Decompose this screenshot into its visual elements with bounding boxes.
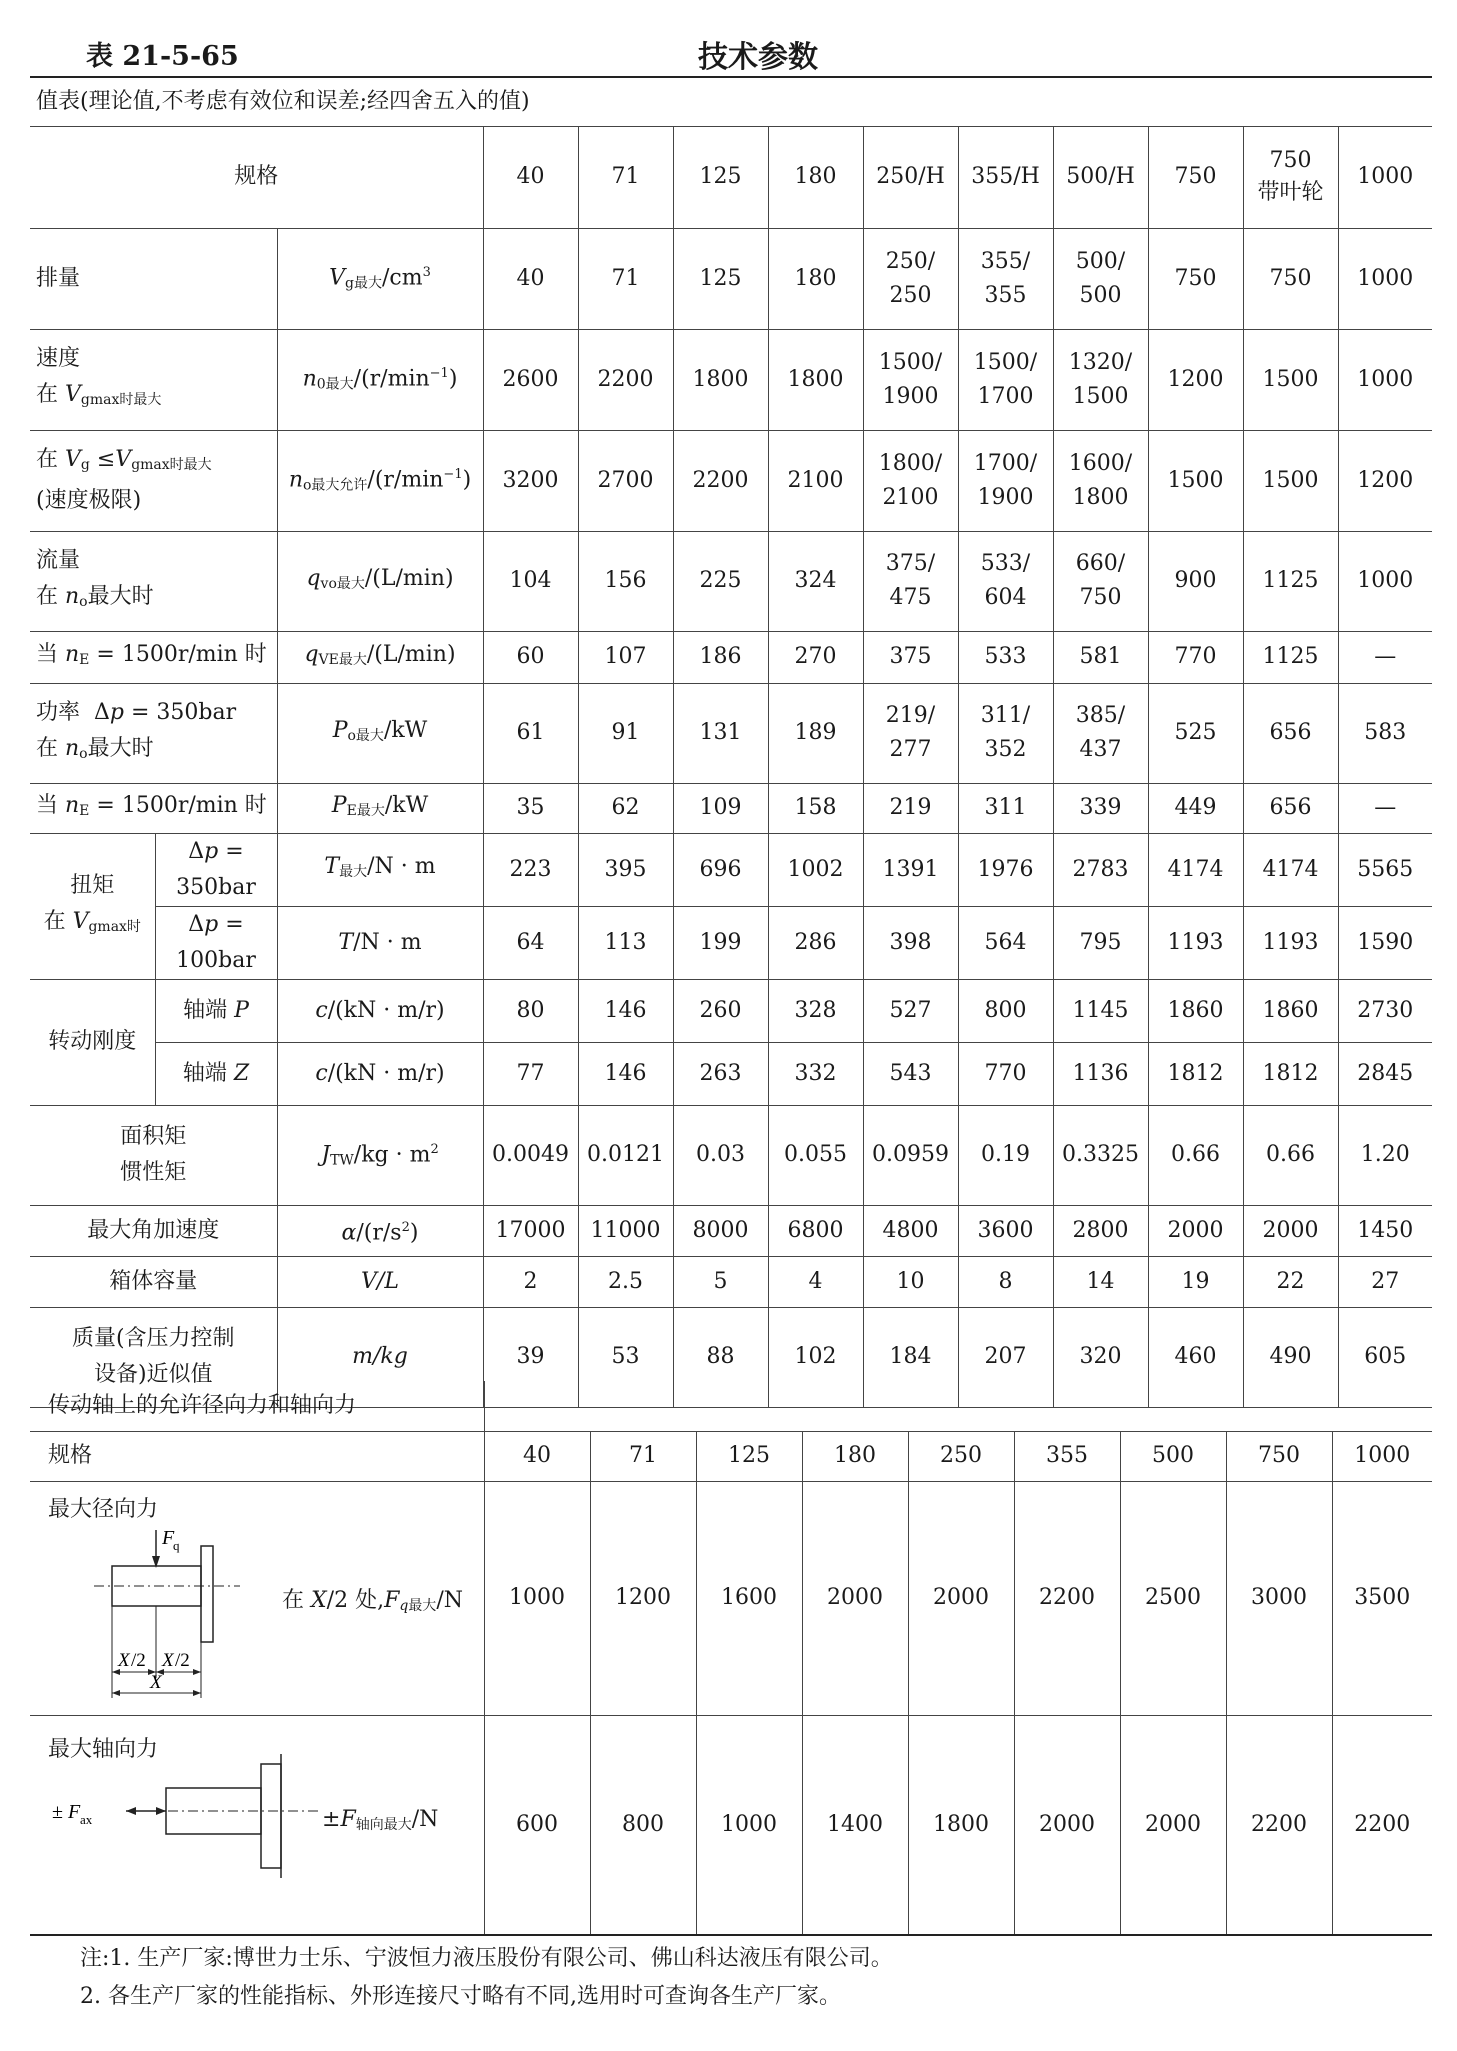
unit-cell: T/N · m	[277, 906, 483, 979]
value-cell: 795	[1053, 906, 1148, 979]
spec-cell: 750	[1226, 1431, 1332, 1481]
value-cell: 605	[1338, 1307, 1432, 1407]
svg-text:q: q	[173, 1537, 180, 1553]
row-torque-350	[30, 833, 1432, 906]
value-cell: 1000	[484, 1481, 590, 1715]
value-cell: 39	[483, 1307, 578, 1407]
value-cell: 1812	[1243, 1042, 1338, 1105]
value-cell: 2783	[1053, 833, 1148, 906]
value-cell: 4174	[1148, 833, 1243, 906]
row-label: 当 $n_E = 1500r/\min$ 时	[30, 631, 277, 683]
svg-text:±: ±	[52, 1800, 63, 1823]
spec-cell: 40	[484, 1431, 590, 1481]
header	[86, 30, 1430, 76]
value-cell: 146	[578, 1042, 673, 1105]
value-cell: 1976	[958, 833, 1053, 906]
unit-cell: $J_{TW}/kg \cdot m^2$	[277, 1105, 483, 1205]
value-cell: 109	[673, 783, 768, 833]
value-cell: 1000	[1338, 228, 1432, 329]
value-cell: 2845	[1338, 1042, 1432, 1105]
value-cell: 88	[673, 1307, 768, 1407]
value-cell: 102	[768, 1307, 863, 1407]
radial-force-unit: 在 X/2 处$,F_{q最大}/N$	[282, 1587, 463, 1614]
row-label: 排量	[30, 228, 277, 329]
spec-cell: 40	[483, 126, 578, 228]
value-cell: 91	[578, 683, 673, 783]
value-cell: 5	[673, 1256, 768, 1307]
spec-cell: 355/H	[958, 126, 1053, 228]
value-cell: 180	[768, 228, 863, 329]
value-cell: 2730	[1338, 979, 1432, 1042]
condition-cell: 轴端 Z	[155, 1042, 277, 1105]
row-label: 箱体容量	[30, 1256, 277, 1307]
value-cell: 660/ 750	[1053, 531, 1148, 631]
spec-cell: 1000	[1338, 126, 1432, 228]
value-cell: 286	[768, 906, 863, 979]
value-cell: 1860	[1243, 979, 1338, 1042]
condition-cell: Δp = 350bar	[155, 833, 277, 906]
value-cell: 1800	[673, 329, 768, 430]
value-cell: 332	[768, 1042, 863, 1105]
bottom-rule	[30, 1934, 1432, 1936]
row-label: 转动刚度	[30, 979, 155, 1105]
value-cell: 219/ 277	[863, 683, 958, 783]
value-cell: 186	[673, 631, 768, 683]
value-cell: 800	[590, 1715, 696, 1934]
value-cell: 4	[768, 1256, 863, 1307]
value-cell: 1500/ 1900	[863, 329, 958, 430]
shaft-force-table	[30, 1381, 1432, 1935]
value-cell: 158	[768, 783, 863, 833]
value-cell: 2000	[1014, 1715, 1120, 1934]
unit-cell: c/(kN · m/r)	[277, 979, 483, 1042]
spec-cell: 500	[1120, 1431, 1226, 1481]
unit-cell: $n_{0最大}/(r/\min^{-1})$	[277, 329, 483, 430]
value-cell: 250/ 250	[863, 228, 958, 329]
row-speed-limit	[30, 430, 1432, 531]
value-cell: 22	[1243, 1256, 1338, 1307]
value-cell: 311	[958, 783, 1053, 833]
value-cell: 125	[673, 228, 768, 329]
value-cell: 5565	[1338, 833, 1432, 906]
row-speed	[30, 329, 1432, 430]
radial-force-label: 最大径向力	[48, 1496, 159, 1522]
condition-cell: 轴端 P	[155, 979, 277, 1042]
value-cell: 527	[863, 979, 958, 1042]
spec-cell: 750 带叶轮	[1243, 126, 1338, 228]
value-cell: 0.19	[958, 1105, 1053, 1205]
value-cell: 2500	[1120, 1481, 1226, 1715]
row-label: 速度 在 $V_{gmax时最大}$	[30, 329, 277, 430]
row-stiffness-p	[30, 979, 1432, 1042]
value-cell: 1600/ 1800	[1053, 430, 1148, 531]
value-cell: 77	[483, 1042, 578, 1105]
value-cell: 219	[863, 783, 958, 833]
axial-force-diagram-cell	[30, 1715, 484, 1934]
row-displacement	[30, 228, 1432, 329]
value-cell: 656	[1243, 683, 1338, 783]
value-cell: 2000	[908, 1481, 1014, 1715]
value-cell: 131	[673, 683, 768, 783]
value-cell: 750	[1243, 228, 1338, 329]
value-cell: 1145	[1053, 979, 1148, 1042]
value-cell: 6800	[768, 1205, 863, 1256]
spec-cell: 125	[673, 126, 768, 228]
value-cell: 339	[1053, 783, 1148, 833]
value-cell: 1.20	[1338, 1105, 1432, 1205]
table-number: 表 21-5-65	[86, 41, 239, 72]
spec-label: 规格	[30, 1431, 484, 1481]
row-label: 当 $n_E = 1500r/\min$ 时	[30, 783, 277, 833]
value-cell: 1000	[1338, 531, 1432, 631]
value-cell: 8	[958, 1256, 1053, 1307]
row-label: 扭矩 在 $V_{gmax时}$	[30, 833, 155, 979]
section-title: 值表(理论值,不考虑有效位和误差;经四舍五入的值)	[30, 78, 1432, 126]
spec-cell: 500/H	[1053, 126, 1148, 228]
svg-text:X: X	[150, 1671, 162, 1693]
value-cell: 8000	[673, 1205, 768, 1256]
value-cell: 385/ 437	[1053, 683, 1148, 783]
value-cell: 19	[1148, 1256, 1243, 1307]
value-cell: 525	[1148, 683, 1243, 783]
value-cell: 1500	[1243, 430, 1338, 531]
value-cell: 1450	[1338, 1205, 1432, 1256]
spec-cell: 180	[768, 126, 863, 228]
spec-cell: 180	[802, 1431, 908, 1481]
spec-cell: 250/H	[863, 126, 958, 228]
value-cell: 2600	[483, 329, 578, 430]
row-tank	[30, 1256, 1432, 1307]
value-cell: 62	[578, 783, 673, 833]
condition-cell: Δp = 100bar	[155, 906, 277, 979]
value-cell: 1125	[1243, 631, 1338, 683]
spec-cell: 125	[696, 1431, 802, 1481]
row-stiffness-z	[30, 1042, 1432, 1105]
row-label: 质量(含压力控制 设备)近似值	[30, 1307, 277, 1407]
value-cell: 2200	[1332, 1715, 1432, 1934]
value-cell: 0.0121	[578, 1105, 673, 1205]
svg-text:F: F	[68, 1800, 81, 1823]
value-cell: 1500	[1243, 329, 1338, 430]
value-cell: 583	[1338, 683, 1432, 783]
value-cell: 35	[483, 783, 578, 833]
unit-cell: $q_{vo最大}/(L/\min)$	[277, 531, 483, 631]
row-radial-force	[30, 1481, 1432, 1715]
value-cell: 2200	[578, 329, 673, 430]
value-cell: 1136	[1053, 1042, 1148, 1105]
unit-cell: $P_{E最大}/kW$	[277, 783, 483, 833]
unit-cell: $q_{VE最大}/(L/\min)$	[277, 631, 483, 683]
value-cell: 60	[483, 631, 578, 683]
unit-cell: c/(kN · m/r)	[277, 1042, 483, 1105]
value-cell: 3600	[958, 1205, 1053, 1256]
empty-cell	[484, 1381, 1432, 1431]
value-cell: 107	[578, 631, 673, 683]
value-cell: 2700	[578, 430, 673, 531]
value-cell: 71	[578, 228, 673, 329]
value-cell: 1125	[1243, 531, 1338, 631]
value-cell: 11000	[578, 1205, 673, 1256]
value-cell: 0.0049	[483, 1105, 578, 1205]
value-cell: 1200	[590, 1481, 696, 1715]
value-cell: 0.0959	[863, 1105, 958, 1205]
value-cell: 104	[483, 531, 578, 631]
note-2: 2. 各生产厂家的性能指标、外形连接尺寸略有不同,选用时可查询各生产厂家。	[80, 1984, 841, 2009]
unit-cell: $P_{o最大}/kW$	[277, 683, 483, 783]
row-label: 流量 在 $n_o$最大时	[30, 531, 277, 631]
value-cell: 2200	[673, 430, 768, 531]
value-cell: 263	[673, 1042, 768, 1105]
value-cell: 1800/ 2100	[863, 430, 958, 531]
unit-cell: $V_{g最大}/cm^3$	[277, 228, 483, 329]
svg-text:X: X	[162, 1649, 174, 1671]
unit-cell: $n_{o最大允许}/(r/\min^{-1})$	[277, 430, 483, 531]
value-cell: 64	[483, 906, 578, 979]
value-cell: 2000	[1243, 1205, 1338, 1256]
value-cell: 800	[958, 979, 1053, 1042]
value-cell: 2	[483, 1256, 578, 1307]
row-label: 在 $V_g \le V_{gmax时最大}$ (速度极限)	[30, 430, 277, 531]
value-cell: 656	[1243, 783, 1338, 833]
value-cell: 533	[958, 631, 1053, 683]
value-cell: 1600	[696, 1481, 802, 1715]
value-cell: 1000	[1338, 329, 1432, 430]
notes	[80, 1940, 893, 2016]
value-cell: 146	[578, 979, 673, 1042]
value-cell: 17000	[483, 1205, 578, 1256]
value-cell: 2200	[1226, 1715, 1332, 1934]
value-cell: —	[1338, 783, 1432, 833]
spec-header-row	[30, 126, 1432, 228]
svg-text:X: X	[118, 1649, 130, 1671]
spec-cell: 750	[1148, 126, 1243, 228]
svg-text:ax: ax	[80, 1811, 93, 1827]
value-cell: 1193	[1243, 906, 1338, 979]
value-cell: 1320/ 1500	[1053, 329, 1148, 430]
value-cell: 207	[958, 1307, 1053, 1407]
value-cell: 1400	[802, 1715, 908, 1934]
value-cell: 189	[768, 683, 863, 783]
spec-table	[30, 78, 1432, 1408]
row-flow-e	[30, 631, 1432, 683]
unit-cell: V/L	[277, 1256, 483, 1307]
row-power-e	[30, 783, 1432, 833]
spec-cell: 1000	[1332, 1431, 1432, 1481]
value-cell: 0.66	[1243, 1105, 1338, 1205]
spec-header-row-2	[30, 1431, 1432, 1481]
table-title: 技术参数	[698, 40, 818, 75]
value-cell: 113	[578, 906, 673, 979]
row-axial-force	[30, 1715, 1432, 1934]
value-cell: 27	[1338, 1256, 1432, 1307]
svg-text:F: F	[162, 1526, 175, 1549]
value-cell: 500/ 500	[1053, 228, 1148, 329]
axial-force-label: 最大轴向力	[48, 1736, 159, 1762]
spec-cell: 71	[578, 126, 673, 228]
value-cell: 1800	[908, 1715, 1014, 1934]
value-cell: 0.03	[673, 1105, 768, 1205]
value-cell: 460	[1148, 1307, 1243, 1407]
value-cell: 543	[863, 1042, 958, 1105]
unit-cell: m/kg	[277, 1307, 483, 1407]
svg-text:/2: /2	[131, 1649, 146, 1671]
value-cell: 2000	[1120, 1715, 1226, 1934]
row-torque-100	[30, 906, 1432, 979]
row-label: 面积矩 惯性矩	[30, 1105, 277, 1205]
value-cell: 0.055	[768, 1105, 863, 1205]
value-cell: 2800	[1053, 1205, 1148, 1256]
value-cell: —	[1338, 631, 1432, 683]
value-cell: 324	[768, 531, 863, 631]
unit-cell: $T_{最大}/N \cdot m$	[277, 833, 483, 906]
value-cell: 10	[863, 1256, 958, 1307]
value-cell: 696	[673, 833, 768, 906]
value-cell: 1800	[768, 329, 863, 430]
value-cell: 1200	[1338, 430, 1432, 531]
value-cell: 14	[1053, 1256, 1148, 1307]
spec-cell: 250	[908, 1431, 1014, 1481]
value-cell: 4800	[863, 1205, 958, 1256]
row-accel	[30, 1205, 1432, 1256]
value-cell: 1860	[1148, 979, 1243, 1042]
value-cell: 320	[1053, 1307, 1148, 1407]
value-cell: 2000	[802, 1481, 908, 1715]
value-cell: 223	[483, 833, 578, 906]
spec-cell: 355	[1014, 1431, 1120, 1481]
value-cell: 564	[958, 906, 1053, 979]
value-cell: 328	[768, 979, 863, 1042]
row-label: 最大角加速度	[30, 1205, 277, 1256]
value-cell: 375/ 475	[863, 531, 958, 631]
value-cell: 770	[958, 1042, 1053, 1105]
value-cell: 1193	[1148, 906, 1243, 979]
value-cell: 4174	[1243, 833, 1338, 906]
value-cell: 2000	[1148, 1205, 1243, 1256]
unit-cell: $\alpha/(r/s^2)$	[277, 1205, 483, 1256]
value-cell: 0.3325	[1053, 1105, 1148, 1205]
value-cell: 375	[863, 631, 958, 683]
value-cell: 900	[1148, 531, 1243, 631]
row-power	[30, 683, 1432, 783]
radial-force-diagram-cell	[30, 1481, 484, 1715]
value-cell: 600	[484, 1715, 590, 1934]
row-flow	[30, 531, 1432, 631]
value-cell: 80	[483, 979, 578, 1042]
spec-cell: 71	[590, 1431, 696, 1481]
value-cell: 61	[483, 683, 578, 783]
axial-force-unit: $\pm F_{轴向最大}/N$	[322, 1806, 439, 1833]
value-cell: 225	[673, 531, 768, 631]
value-cell: 1391	[863, 833, 958, 906]
value-cell: 270	[768, 631, 863, 683]
row-inertia	[30, 1105, 1432, 1205]
value-cell: 449	[1148, 783, 1243, 833]
value-cell: 156	[578, 531, 673, 631]
value-cell: 1000	[696, 1715, 802, 1934]
value-cell: 355/ 355	[958, 228, 1053, 329]
value-cell: 1500/ 1700	[958, 329, 1053, 430]
value-cell: 533/ 604	[958, 531, 1053, 631]
value-cell: 0.66	[1148, 1105, 1243, 1205]
row-label: 功率 Δp = 350bar 在 $n_o$最大时	[30, 683, 277, 783]
value-cell: 2.5	[578, 1256, 673, 1307]
value-cell: 1590	[1338, 906, 1432, 979]
value-cell: 40	[483, 228, 578, 329]
value-cell: 1200	[1148, 329, 1243, 430]
value-cell: 398	[863, 906, 958, 979]
value-cell: 3500	[1332, 1481, 1432, 1715]
section-title: 传动轴上的允许径向力和轴向力	[30, 1381, 484, 1431]
value-cell: 1500	[1148, 430, 1243, 531]
value-cell: 184	[863, 1307, 958, 1407]
value-cell: 490	[1243, 1307, 1338, 1407]
value-cell: 395	[578, 833, 673, 906]
value-cell: 770	[1148, 631, 1243, 683]
value-cell: 1812	[1148, 1042, 1243, 1105]
value-cell: 53	[578, 1307, 673, 1407]
value-cell: 1002	[768, 833, 863, 906]
value-cell: 581	[1053, 631, 1148, 683]
value-cell: 260	[673, 979, 768, 1042]
value-cell: 2200	[1014, 1481, 1120, 1715]
note-1: 注:1. 生产厂家:博世力士乐、宁波恒力液压股份有限公司、佛山科达液压有限公司。	[80, 1946, 893, 1971]
spec-label: 规格	[30, 126, 483, 228]
value-cell: 3200	[483, 430, 578, 531]
svg-text:/2: /2	[175, 1649, 190, 1671]
value-cell: 3000	[1226, 1481, 1332, 1715]
value-cell: 2100	[768, 430, 863, 531]
value-cell: 311/ 352	[958, 683, 1053, 783]
value-cell: 750	[1148, 228, 1243, 329]
value-cell: 1700/ 1900	[958, 430, 1053, 531]
value-cell: 199	[673, 906, 768, 979]
